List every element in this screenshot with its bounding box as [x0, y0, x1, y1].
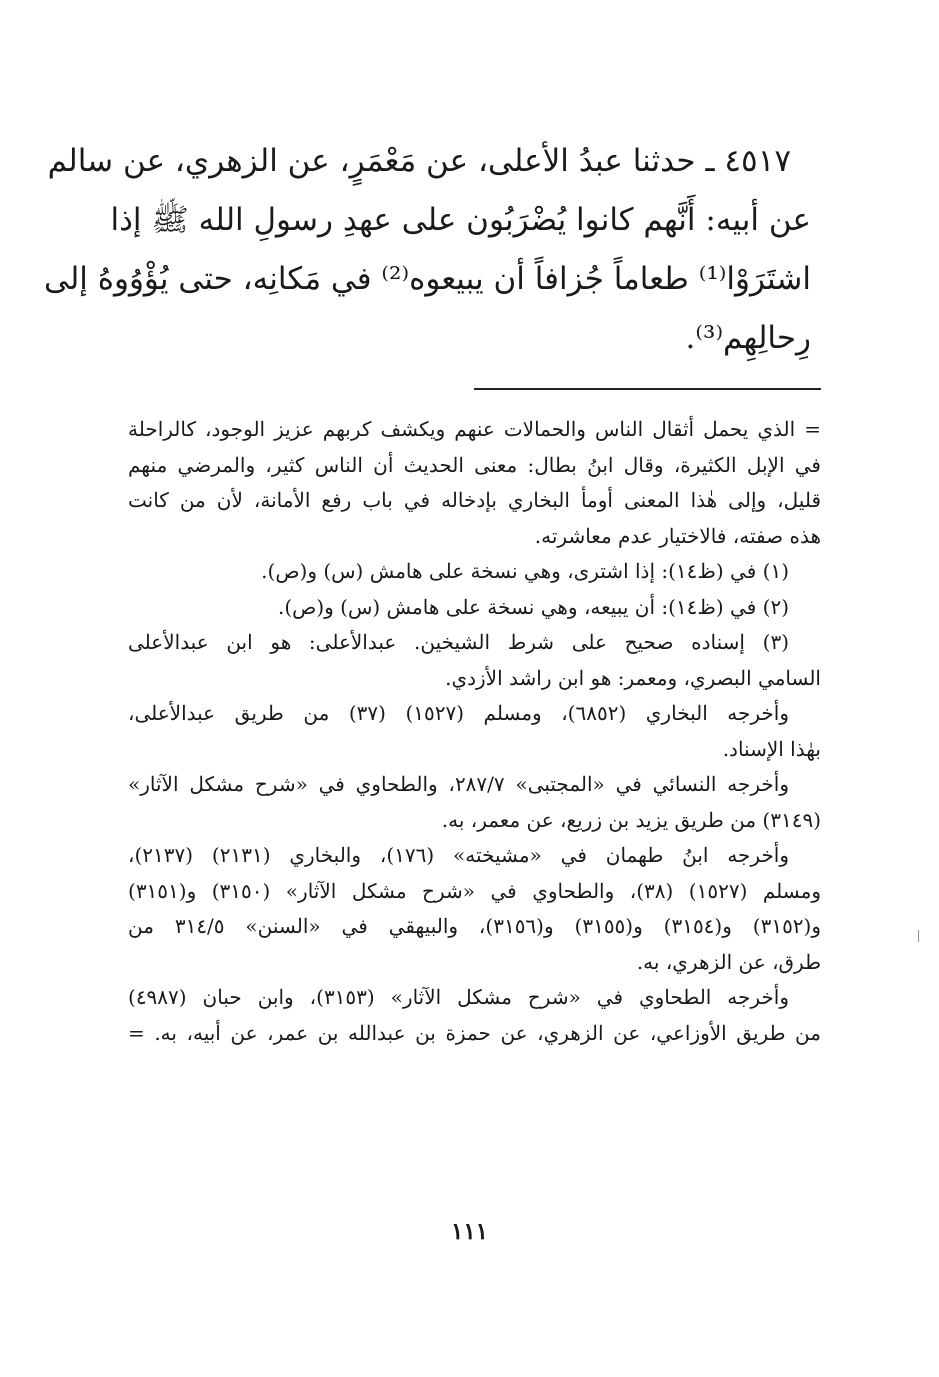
footnote-line: بهٰذا الإسناد.: [722, 736, 821, 761]
hadith-line: رِحالِهِم⁽³⁾.: [685, 320, 811, 356]
hadith-line: اشتَرَوْا⁽¹⁾ طعاماً جُزافاً أن يبيعوه⁽²⁾ في مَكانِه، حتى يُؤْوُوهُ إلى: [43, 261, 811, 297]
footnote-line: طرق، عن الزهري، به.: [636, 949, 821, 974]
footnote-line: و(٣١٥٢) و(٣١٥٤) و(٣١٥٥) و(٣١٥٦)، والبيهقي في «السنن» ٣١٤/٥ من: [128, 914, 822, 938]
scan-edge-mark: [918, 930, 919, 942]
footnote-line: السامي البصري، ومعمر: هو ابن راشد الأزدي.: [445, 665, 821, 690]
footnote-divider: [474, 388, 821, 390]
footnote-line: (٣) إسناده صحيح على شرط الشيخين. عبدالأعلى: هو ابن عبدالأعلى: [128, 630, 789, 654]
footnote-line: ومسلم (١٥٢٧) (٣٨)، والطحاوي في «شرح مشكل الآثار» (٣١٥٠) و(٣١٥١): [128, 878, 822, 903]
footnote-line: (٢) في (ظ١٤): أن يبيعه، وهي نسخة على هامش (س) و(ص).: [277, 594, 789, 619]
footnote-line: هذه صفته، فالاختيار عدم معاشرته.: [534, 523, 821, 548]
footnote-line: (١) في (ظ١٤): إذا اشترى، وهي نسخة على هامش (س) و(ص).: [261, 559, 789, 583]
footnote-line: وأخرجه النسائي في «المجتبى» ٢٨٧/٧، والطحاوي في «شرح مشكل الآثار»: [128, 772, 789, 796]
footnote-line: وأخرجه الطحاوي في «شرح مشكل الآثار» (٣١٥٣)، وابن حبان (٤٩٨٧): [128, 985, 790, 1009]
hadith-text: [43, 132, 811, 368]
footnotes: [128, 412, 821, 1051]
footnote-line: وأخرجه البخاري (٦٨٥٢)، ومسلم (١٥٢٧) (٣٧) من طريق عبدالأعلى،: [128, 701, 790, 725]
footnote-line: = الذي يحمل أثقال الناس والحمالات عنهم ويكشف كربهم عزيز الوجود، كالراحلة: [128, 417, 821, 441]
footnote-line: في الإبل الكثيرة، وقال ابنُ بطال: معنى الحديث أن الناس كثير، والمرضي منهم: [128, 452, 821, 477]
footnote-line: من طريق الأوزاعي، عن الزهري، عن حمزة بن عبدالله بن عمر، عن أبيه، به. =: [128, 1020, 821, 1045]
hadith-line: عن أبيه: أَنَّهم كانوا يُضْرَبُون على عهدِ رسولِ الله ﷺ إذا: [110, 202, 811, 238]
footnote-line: قليل، وإلى هٰذا المعنى أومأ البخاري بإدخاله في باب رفع الأمانة، لأن من كانت: [128, 488, 821, 512]
footnote-line: وأخرجه ابنُ طهمان في «مشيخته» (١٧٦)، والبخاري (٢١٣١) (٢١٣٧)،: [128, 843, 790, 867]
hadith-line: ٤٥١٧ ـ حدثنا عبدُ الأعلى، عن مَعْمَرٍ، عن الزهري، عن سالم: [47, 143, 791, 179]
page-number: ١١١: [450, 1218, 489, 1245]
footnote-line: (٣١٤٩) من طريق يزيد بن زريع، عن معمر، به.: [441, 807, 821, 832]
